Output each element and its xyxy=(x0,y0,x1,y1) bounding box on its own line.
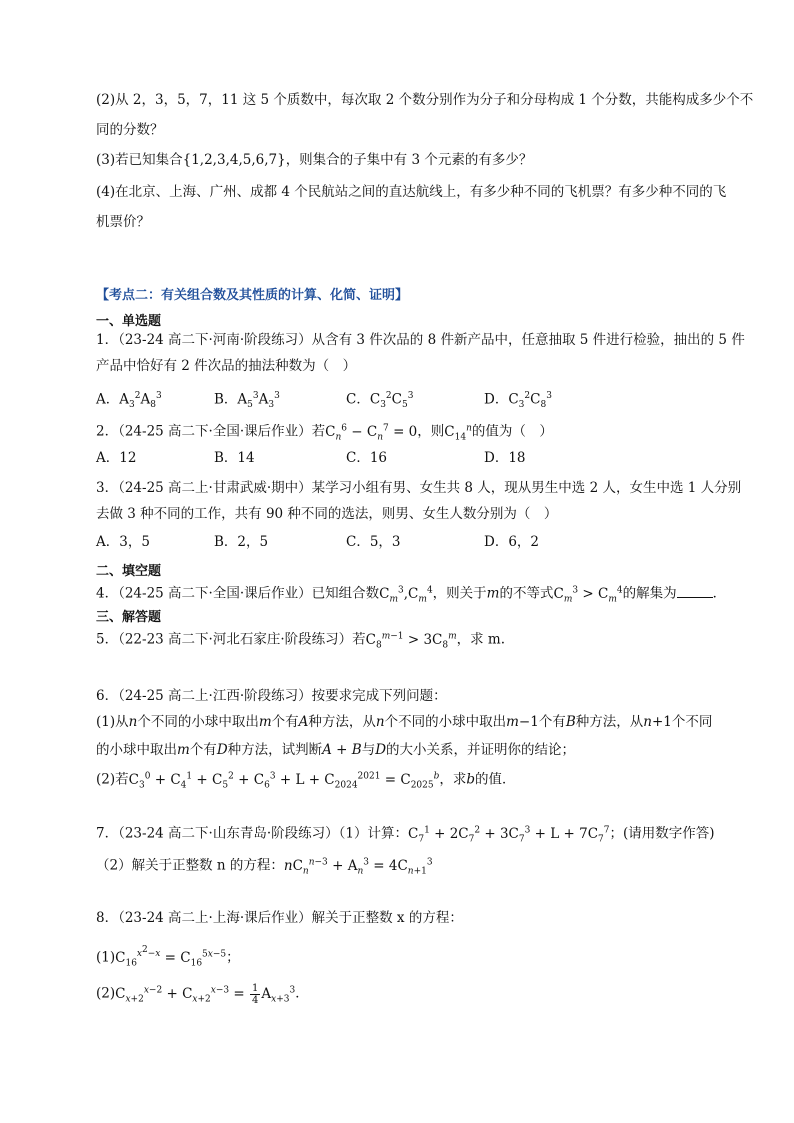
prev-q4-line1: (4)在北京、上海、广州、成都 4 个民航站之间的直达航线上，有多少种不同的飞机票？有多少种不同的飞 xyxy=(96,184,727,200)
q6-part1-line1: (1)从n个不同的小球中取出m个有A种方法，从n个不同的小球中取出m−1个有B种方法，从n+1个不同 xyxy=(96,714,713,730)
fraction-one-quarter: $\frac{1}{4}$ xyxy=(252,982,259,1006)
q1-option-a: A．$A_3^2A_8^3$ xyxy=(96,391,162,411)
q3-option-b: B．2，5 xyxy=(214,534,269,550)
q6-part1-line2: 的小球中取出m个有D种方法，试判断A + B与D的大小关系，并证明你的结论； xyxy=(96,742,576,758)
q1-line2: 产品中恰好有 2 件次品的抽法种数为（ ） xyxy=(96,358,357,374)
q2-option-d: D．18 xyxy=(484,450,526,466)
fill-heading: 二、填空题 xyxy=(96,564,162,579)
q2-stem: 2．（24-25 高二下·全国·课后作业）若$C_n^6 - C_n^7 = 0$，则$C_{14}^n$的值为（ ） xyxy=(96,423,553,443)
prev-q2-line2: 同的分数？ xyxy=(96,122,164,138)
q3-line1: 3．（24-25 高二上·甘肃武威·期中）某学习小组有男、女生共 8 人，现从男生中选 2 人，女生中选 1 人分别 xyxy=(96,480,742,496)
q1-options xyxy=(96,386,736,411)
answer-heading: 三、解答题 xyxy=(96,610,162,625)
q1-option-c: C．$C_3^2C_5^3$ xyxy=(346,391,414,411)
q8-line1: 8．（23-24 高二上·上海·课后作业）解关于正整数 x 的方程： xyxy=(96,910,463,926)
q8-part1: $(1)C_{16}^{x^2-x} = C_{16}^{5x-5}$； xyxy=(96,945,240,969)
answer-blank[interactable] xyxy=(677,585,713,598)
q4-stem: 4．（24-25 高二下·全国·课后作业）已知组合数$C_m^3,C_m^4$，则关于m的不等式$C_m^3 > C_m^4$的解集为 ． xyxy=(96,585,727,605)
q8-part2: $(2)C_{x+2}^{x-2} + C_{x+2}^{x-3}$ = $\frac{1}{4}$ $A_{x+3}^3$． xyxy=(96,982,309,1006)
q2-option-c: C．16 xyxy=(346,450,388,466)
q6-line1: 6．（24-25 高二上·江西·阶段练习）按要求完成下列问题： xyxy=(96,688,447,704)
q3-line2: 去做 3 种不同的工作，共有 90 种不同的选法，则男、女生人数分别为（ ） xyxy=(96,506,558,522)
q1-option-d: D．$C_3^2C_8^3$ xyxy=(484,391,552,411)
set-notation: {1,2,3,4,5,6,7} xyxy=(182,152,286,168)
section-title: 【考点二：有关组合数及其性质的计算、化简、证明】 xyxy=(96,288,409,303)
q2-option-b: B．14 xyxy=(214,450,255,466)
q3-option-d: D．6，2 xyxy=(484,534,540,550)
prev-q2-line1: (2)从 2，3，5，7，11 这 5 个质数中，每次取 2 个数分别作为分子和分母构成 1 个分数，共能构成多少个不 xyxy=(96,92,754,108)
q6-part2: (2)若$C_3^0 + C_4^1 + C_5^2 + C_6^3 + L + C_{2024}^{2021} = C_{2025}^b$，求b的值． xyxy=(96,771,516,791)
q2-option-a: A．12 xyxy=(96,450,137,466)
q3-options xyxy=(96,532,736,552)
q5-stem: 5．（22-23 高二下·河北石家庄·阶段练习）若$C_8^{m-1} > 3C_8^m$，求 m. xyxy=(96,631,506,651)
q3-option-c: C．5，3 xyxy=(346,534,401,550)
q7-part2: （2）解关于正整数 n 的方程：$nC_n^{n-3} + A_n^3 = 4C_{n+1}^3$ xyxy=(96,857,433,877)
prev-q4-line2: 机票价？ xyxy=(96,214,150,230)
prev-q3: (3)若已知集合{1,2,3,4,5,6,7}，则集合的子集中有 3 个元素的有多少？ xyxy=(96,152,533,168)
q2-options xyxy=(96,448,736,468)
q3-option-a: A．3，5 xyxy=(96,534,150,550)
q1-line1: 1．（23-24 高二下·河南·阶段练习）从含有 3 件次品的 8 件新产品中，任意抽取 5 件进行检验，抽出的 5 件 xyxy=(96,332,745,348)
q7-part1: 7．（23-24 高二下·山东青岛·阶段练习）（1）计算：$C_7^1 + 2C_7^2 + 3C_7^3 + L + 7C_7^7$；(请用数字作答) xyxy=(96,825,715,845)
single-choice-heading: 一、单选题 xyxy=(96,314,162,329)
q1-option-b: B．$A_5^3A_3^3$ xyxy=(214,391,280,411)
